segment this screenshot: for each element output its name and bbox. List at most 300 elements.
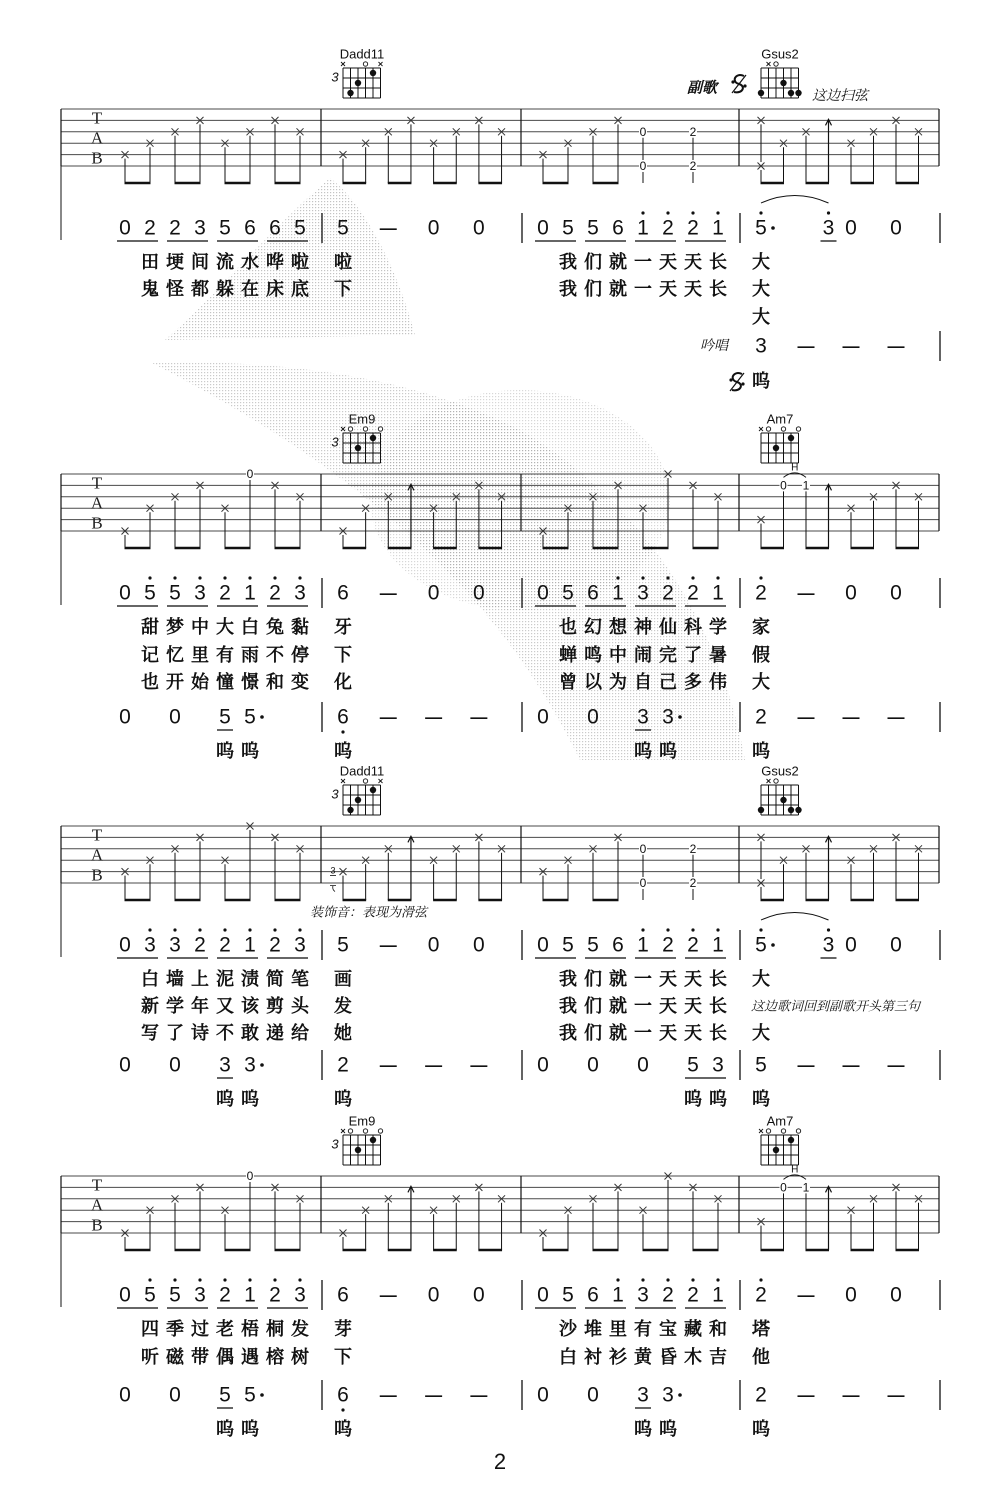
lyric-char: 一 xyxy=(634,252,652,273)
lyric-char: 仙 xyxy=(659,617,677,638)
lyric-char: 长 xyxy=(709,996,727,1017)
lyric-char: 长 xyxy=(709,252,727,273)
note-number: 0 xyxy=(119,581,131,605)
lyric-char: 怪 xyxy=(166,279,184,300)
lyric-char: 诗 xyxy=(191,1023,209,1044)
fret-number: 0 xyxy=(639,124,647,139)
note-number: 6 xyxy=(337,581,349,605)
note-number: 2 xyxy=(269,1283,281,1307)
note-number: 2 xyxy=(144,216,156,240)
note-number: 6 xyxy=(587,1283,599,1307)
note-number: 2 xyxy=(219,933,231,957)
note-number: 3 xyxy=(822,933,835,957)
sustain-dash: — xyxy=(797,1385,815,1405)
lyric-char: 季 xyxy=(166,1319,184,1340)
lyric-char: 大 xyxy=(752,307,770,328)
note-number: 3 xyxy=(637,1383,649,1407)
lyric-char: 天 xyxy=(659,1023,677,1044)
lyric-char: 记 xyxy=(141,645,159,666)
note-number: 0 xyxy=(537,705,549,729)
note-number: 0 xyxy=(169,1383,181,1407)
note-number: 3 xyxy=(662,1383,674,1407)
lyric-char: 为 xyxy=(609,672,627,693)
lyric-char: 给 xyxy=(291,1023,309,1044)
note-number: 3 xyxy=(169,933,181,957)
tab-letter-a: A xyxy=(90,128,104,148)
sustain-dash: — xyxy=(887,1055,905,1075)
sustain-dash: — xyxy=(887,707,905,727)
lyric-char: 磁 xyxy=(166,1347,184,1368)
tab-letter-t: T xyxy=(91,108,103,128)
lyric-char: 了 xyxy=(684,645,702,666)
lyric-char: 就 xyxy=(609,969,627,990)
lyric-char: 他 xyxy=(752,1347,770,1368)
note-number: 2 xyxy=(755,581,767,605)
lyric-char: 想 xyxy=(609,617,627,638)
lyric-char: 榕 xyxy=(266,1347,284,1368)
lyric-char: 雨 xyxy=(241,645,259,666)
lyric-char: 里 xyxy=(609,1319,627,1340)
note-number: 0 xyxy=(637,1053,649,1077)
lyric-char: 闹 xyxy=(634,645,652,666)
note-number: 3 xyxy=(194,216,206,240)
note-number: 0 xyxy=(890,581,902,605)
note-number: 3 xyxy=(712,1053,724,1077)
lyric-char: 幻 xyxy=(584,617,602,638)
note-number: 1 xyxy=(712,1283,724,1307)
annotation-chorus-label: 副歌 xyxy=(687,78,718,97)
fret-number: 0 xyxy=(639,841,647,856)
lyric-char: 过 xyxy=(191,1319,209,1340)
lyric-char: 蝉 xyxy=(559,645,577,666)
lyric-char: 藏 xyxy=(684,1319,702,1340)
lyric-char: 始 xyxy=(191,672,209,693)
sustain-dash: — xyxy=(842,1385,860,1405)
sustain-dash: — xyxy=(797,707,815,727)
lyric-char: 桐 xyxy=(266,1319,284,1340)
lyric-char: 啦 xyxy=(334,252,352,273)
lyric-char: 天 xyxy=(659,252,677,273)
note-number: 0 xyxy=(587,1383,599,1407)
lyric-char: 堆 xyxy=(584,1319,602,1340)
note-number: 0 xyxy=(473,1283,485,1307)
lyric-char: 躲 xyxy=(216,279,234,300)
lyric-char: 四 xyxy=(141,1319,159,1340)
grace-note-number: 3 xyxy=(330,865,336,876)
sustain-dash: — xyxy=(425,1385,443,1405)
lyric-char: 呜 xyxy=(216,1419,234,1440)
sustain-dash: — xyxy=(887,1385,905,1405)
note-number: 2 xyxy=(219,1283,231,1307)
sustain-dash: — xyxy=(842,336,860,356)
lyric-char: 听 xyxy=(141,1347,159,1368)
lyric-char: 们 xyxy=(584,1023,602,1044)
chord-name: Dadd11 xyxy=(339,763,385,779)
lyric-char: 以 xyxy=(584,672,602,693)
lyric-char: 己 xyxy=(659,672,677,693)
tab-letter-b: B xyxy=(91,148,103,168)
lyric-char: 床 xyxy=(266,279,284,300)
sustain-dash: — xyxy=(797,1285,815,1305)
sustain-dash: — xyxy=(842,707,860,727)
lyric-char: 变 xyxy=(291,672,309,693)
note-number: 5 xyxy=(144,1283,156,1307)
note-number: 2 xyxy=(662,581,674,605)
lyric-char: 渍 xyxy=(241,969,259,990)
lyric-char: 一 xyxy=(634,1023,652,1044)
tab-letter-b: B xyxy=(91,865,103,885)
note-number: 1 xyxy=(712,216,724,240)
note-number: 2 xyxy=(687,1283,699,1307)
note-number: 2 xyxy=(755,1383,767,1407)
sustain-dash: — xyxy=(887,336,905,356)
fret-number: 1 xyxy=(802,1180,810,1195)
sustain-dash: — xyxy=(379,1385,397,1405)
note-number: 3 xyxy=(822,216,835,240)
lyric-char: 甜 xyxy=(141,617,159,638)
note-number: 0 xyxy=(427,216,440,240)
note-number: 0 xyxy=(119,705,131,729)
note-number: 0 xyxy=(890,1283,902,1307)
note-number: 5 xyxy=(687,1053,699,1077)
lyric-char: 衬 xyxy=(584,1347,602,1368)
lyric-char: 停 xyxy=(291,645,309,666)
lyric-char: 们 xyxy=(584,252,602,273)
lyric-char: 天 xyxy=(659,996,677,1017)
lyric-char: 有 xyxy=(634,1319,652,1340)
chord-name: Em9 xyxy=(348,1113,376,1129)
lyric-char: 中 xyxy=(191,617,209,638)
note-number: 3 xyxy=(294,1283,306,1307)
lyric-char: 就 xyxy=(609,996,627,1017)
fret-position-label: 3 xyxy=(331,786,339,802)
sustain-dash: — xyxy=(379,218,397,238)
note-number: 1 xyxy=(712,581,724,605)
sustain-dash: — xyxy=(470,1385,488,1405)
note-number: 5 xyxy=(144,581,156,605)
note-number: 0 xyxy=(119,1283,131,1307)
lyric-char: 不 xyxy=(266,645,284,666)
note-number: 1 xyxy=(637,216,649,240)
lyric-char: 大 xyxy=(752,279,770,300)
note-number: 3 xyxy=(194,1283,206,1307)
note-number: 1 xyxy=(244,581,256,605)
note-number: 6 xyxy=(612,933,624,957)
note-number: 3 xyxy=(219,1053,231,1077)
note-number: 6 xyxy=(337,705,349,729)
lyric-char: 又 xyxy=(216,996,234,1017)
tab-letter-a: A xyxy=(90,1195,104,1215)
note-number: 0 xyxy=(845,581,857,605)
lyric-char: 呜 xyxy=(684,1089,702,1110)
sustain-dash: — xyxy=(425,707,443,727)
fret-number: 0 xyxy=(639,876,647,890)
note-number: 5 xyxy=(244,705,256,729)
lyric-char: 鬼 xyxy=(141,279,159,300)
lyric-char: 梧 xyxy=(241,1319,259,1340)
lyric-char: 大 xyxy=(216,617,234,638)
note-number: 0 xyxy=(119,933,131,957)
note-number: 2 xyxy=(687,933,699,957)
sustain-dash: — xyxy=(379,1285,397,1305)
lyric-char: 呜 xyxy=(659,741,677,762)
lyric-char: 白 xyxy=(141,969,159,990)
lyric-char: 呜 xyxy=(659,1419,677,1440)
note-number: 0 xyxy=(890,216,902,240)
lyric-char: 水 xyxy=(241,252,259,273)
lyric-char: 塔 xyxy=(752,1319,770,1340)
hammer-on-label: H xyxy=(791,462,799,474)
note-number: 3 xyxy=(144,933,156,957)
lyric-char: 天 xyxy=(684,252,702,273)
lyric-char: 中 xyxy=(609,645,627,666)
lyric-char: 黄 xyxy=(634,1347,652,1368)
note-number: 1 xyxy=(612,581,624,605)
note-number: 6 xyxy=(269,216,281,240)
note-number: 5 xyxy=(755,933,767,957)
lyric-char: 笔 xyxy=(291,969,309,990)
tab-letter-a: A xyxy=(90,493,104,513)
lyric-char: 长 xyxy=(709,279,727,300)
lyric-char: 我 xyxy=(559,252,577,273)
lyric-char: 也 xyxy=(559,617,577,638)
sustain-dash: — xyxy=(470,707,488,727)
note-number: 2 xyxy=(755,1283,767,1307)
note-number: 0 xyxy=(473,933,485,957)
note-number: 0 xyxy=(537,933,549,957)
lyric-char: 和 xyxy=(266,672,284,693)
lyric-char: 老 xyxy=(216,1319,234,1340)
lyric-char: 呜 xyxy=(334,1419,352,1440)
lyric-char: 呜 xyxy=(241,1419,259,1440)
note-number: 2 xyxy=(662,216,674,240)
annotation-grace-note-explanation: 装饰音：表现为滑弦 xyxy=(310,905,428,921)
note-number: 0 xyxy=(537,1053,549,1077)
lyric-char: 们 xyxy=(584,996,602,1017)
note-number: 2 xyxy=(194,933,206,957)
note-number: 5 xyxy=(294,216,306,240)
note-number: 2 xyxy=(662,933,674,957)
lyric-char: 昏 xyxy=(659,1347,677,1368)
annotation-strum-note: 这边扫弦 xyxy=(812,88,868,104)
lyric-char: 里 xyxy=(191,645,209,666)
lyric-char: 天 xyxy=(684,996,702,1017)
lyric-char: 们 xyxy=(584,279,602,300)
note-number: 0 xyxy=(119,216,131,240)
lyric-char: 我 xyxy=(559,279,577,300)
note-number: 0 xyxy=(537,216,549,240)
note-number: 3 xyxy=(637,581,649,605)
lyric-char: 天 xyxy=(684,969,702,990)
note-number: 3 xyxy=(662,705,674,729)
lyric-char: 吉 xyxy=(709,1347,727,1368)
lyric-char: 简 xyxy=(266,969,284,990)
tab-letter-b: B xyxy=(91,1215,103,1235)
note-number: 2 xyxy=(755,705,767,729)
lyric-char: 呜 xyxy=(334,741,352,762)
note-number: 0 xyxy=(427,933,440,957)
annotation-humming-label: 吟唱 xyxy=(700,338,728,354)
lyric-char: 呜 xyxy=(752,1089,770,1110)
lyric-char: 带 xyxy=(191,1347,209,1368)
lyric-char: 她 xyxy=(334,1023,352,1044)
note-number: 5 xyxy=(755,1053,767,1077)
sustain-dash: — xyxy=(797,336,815,356)
lyric-char: 间 xyxy=(191,252,209,273)
lyric-char: 呜 xyxy=(634,1419,652,1440)
note-number: 2 xyxy=(269,581,281,605)
lyric-char: 天 xyxy=(684,279,702,300)
lyric-char: 木 xyxy=(684,1347,702,1368)
note-number: 6 xyxy=(337,1383,349,1407)
lyric-char: 牙 xyxy=(334,617,352,638)
lyric-char: 递 xyxy=(266,1023,284,1044)
lyric-char: 也 xyxy=(141,672,159,693)
lyric-char: 芽 xyxy=(334,1319,352,1340)
lyric-char: 在 xyxy=(241,279,259,300)
note-number: 3 xyxy=(294,581,306,605)
lyric-char: 白 xyxy=(241,617,259,638)
chord-name: Gsus2 xyxy=(761,763,799,779)
note-number: 2 xyxy=(687,581,699,605)
note-number: 5 xyxy=(562,1283,574,1307)
lyric-char: 家 xyxy=(752,617,770,638)
lyric-char: 大 xyxy=(752,969,770,990)
lyric-char: 衫 xyxy=(609,1347,627,1368)
note-number: 0 xyxy=(427,581,440,605)
lyric-char: 发 xyxy=(291,1319,309,1340)
sustain-dash: — xyxy=(425,1055,443,1075)
lyric-char: 大 xyxy=(752,252,770,273)
fret-number: 1 xyxy=(802,478,810,493)
lyric-char: 化 xyxy=(334,672,352,693)
lyric-char: 暑 xyxy=(709,645,727,666)
lyric-char: 憧 xyxy=(216,672,234,693)
lyric-char: 呜 xyxy=(241,1089,259,1110)
fret-number: 0 xyxy=(780,1180,787,1195)
sustain-dash: — xyxy=(470,1055,488,1075)
lyric-char: 多 xyxy=(684,672,702,693)
lyric-char: 长 xyxy=(709,969,727,990)
sustain-dash: — xyxy=(379,583,397,603)
lyric-char: 开 xyxy=(166,672,184,693)
tab-letter-t: T xyxy=(91,825,103,845)
lyric-char: 流 xyxy=(216,252,234,273)
fret-number: 0 xyxy=(639,159,647,173)
lyric-char: 曾 xyxy=(559,672,577,693)
note-number: 0 xyxy=(845,933,857,957)
note-number: 0 xyxy=(169,1053,181,1077)
lyric-char: 偶 xyxy=(216,1347,234,1368)
note-number: 6 xyxy=(337,1283,349,1307)
note-number: 5 xyxy=(562,216,574,240)
lyric-char: 呜 xyxy=(634,741,652,762)
lyric-char: 呜 xyxy=(216,1089,234,1110)
note-number: 5 xyxy=(337,933,349,957)
note-number: 0 xyxy=(537,581,549,605)
tab-letter-t: T xyxy=(91,1175,103,1195)
lyric-char: 呜 xyxy=(752,371,770,392)
chord-name: Em9 xyxy=(348,411,376,427)
note-number: 3 xyxy=(755,334,767,358)
fret-position-label: 3 xyxy=(331,434,339,450)
lyric-char: 有 xyxy=(216,645,234,666)
note-number: 5 xyxy=(219,705,231,729)
note-number: 0 xyxy=(169,705,181,729)
note-number: 2 xyxy=(337,1053,349,1077)
lyric-char: 伟 xyxy=(709,672,727,693)
lyric-char: 科 xyxy=(684,617,702,638)
note-number: 0 xyxy=(119,1053,131,1077)
sustain-dash: — xyxy=(797,583,815,603)
lyric-char: 兔 xyxy=(266,617,284,638)
note-number: 0 xyxy=(845,1283,857,1307)
lyric-char: 该 xyxy=(241,996,259,1017)
note-number: 0 xyxy=(473,216,485,240)
note-number: 2 xyxy=(687,216,699,240)
chord-name: Am7 xyxy=(766,411,794,427)
lyric-char: 了 xyxy=(166,1023,184,1044)
lyric-char: 下 xyxy=(334,1347,352,1368)
lyric-char: 和 xyxy=(709,1319,727,1340)
lyric-char: 不 xyxy=(216,1023,234,1044)
note-number: 2 xyxy=(662,1283,674,1307)
fret-number: 2 xyxy=(689,124,697,139)
fret-number: 0 xyxy=(246,467,254,481)
note-number: 5 xyxy=(562,933,574,957)
fret-number: 0 xyxy=(246,1169,254,1183)
hammer-on-label: H xyxy=(791,1164,799,1176)
lyric-annotation: 这边歌词回到副歌开头第三句 xyxy=(751,999,921,1015)
lyric-char: 我 xyxy=(559,1023,577,1044)
lyric-char: 一 xyxy=(634,969,652,990)
lyric-char: 长 xyxy=(709,1023,727,1044)
note-number: 6 xyxy=(612,216,624,240)
lyric-char: 遇 xyxy=(241,1347,259,1368)
note-number: 2 xyxy=(269,933,281,957)
fret-number: 2 xyxy=(689,159,697,173)
lyric-char: 一 xyxy=(634,279,652,300)
tab-letter-a: A xyxy=(90,845,104,865)
sustain-dash: — xyxy=(379,707,397,727)
note-number: 5 xyxy=(587,216,599,240)
note-number: 0 xyxy=(427,1283,440,1307)
lyric-char: 就 xyxy=(609,1023,627,1044)
chord-name: Dadd11 xyxy=(339,46,385,62)
lyric-char: 我 xyxy=(559,996,577,1017)
lyric-char: 就 xyxy=(609,279,627,300)
lyric-char: 树 xyxy=(291,1347,309,1368)
lyric-char: 发 xyxy=(334,996,352,1017)
lyric-char: 墙 xyxy=(166,969,184,990)
tab-letter-b: B xyxy=(91,513,103,533)
lyric-char: 剪 xyxy=(266,996,284,1017)
lyric-char: 宝 xyxy=(659,1319,677,1340)
note-number: 1 xyxy=(637,933,649,957)
lyric-char: 们 xyxy=(584,969,602,990)
lyric-char: 画 xyxy=(334,969,352,990)
note-number: 3 xyxy=(637,705,649,729)
note-number: 3 xyxy=(194,581,206,605)
lyric-char: 天 xyxy=(659,969,677,990)
fret-position-label: 3 xyxy=(331,69,339,85)
lyric-char: 梦 xyxy=(166,617,184,638)
note-number: 3 xyxy=(637,1283,649,1307)
note-number: 0 xyxy=(587,705,599,729)
sustain-dash: — xyxy=(379,1055,397,1075)
lyric-char: 呜 xyxy=(752,1419,770,1440)
lyric-char: 一 xyxy=(634,996,652,1017)
